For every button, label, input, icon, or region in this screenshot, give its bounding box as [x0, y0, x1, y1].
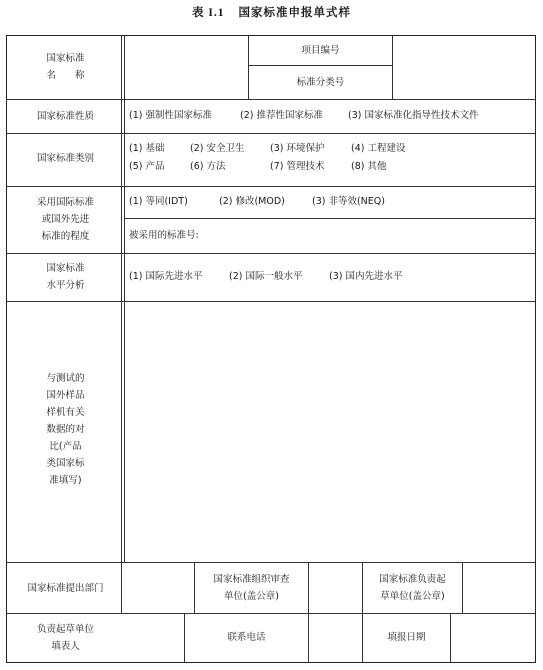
standard-nature-label: 国家标准性质: [36, 111, 94, 122]
standard-name-label: [7, 50, 124, 84]
comparison-data-field[interactable]: [125, 302, 535, 562]
phone-field[interactable]: [309, 614, 362, 662]
row-divider: [248, 65, 392, 66]
level-option-international-advanced[interactable]: (1) 国际先进水平: [129, 271, 203, 282]
row-divider: [7, 133, 535, 134]
category-option[interactable]: (6) 方法: [190, 161, 226, 172]
adoption-degree-label: [7, 194, 124, 245]
row-divider: [7, 99, 535, 100]
category-option[interactable]: (4) 工程建设: [351, 143, 406, 154]
label-line: 名 称: [46, 70, 85, 81]
label-line: 类国家标: [46, 458, 85, 469]
row-divider: [7, 562, 535, 563]
date-label: 填报日期: [387, 632, 426, 643]
drafting-unit-label: [363, 571, 462, 605]
adoption-option-neq[interactable]: (3) 非等效(NEQ): [312, 196, 385, 207]
level-option-domestic-advanced[interactable]: (3) 国内先进水平: [329, 271, 403, 282]
label-line: 国家标准负责起: [379, 574, 446, 585]
drafting-unit-field[interactable]: [463, 563, 535, 613]
table-number: 表 I.1: [192, 7, 225, 19]
row-divider: [7, 253, 535, 254]
category-option[interactable]: (5) 产品: [129, 161, 165, 172]
level-option-international-general[interactable]: (2) 国际一般水平: [229, 271, 303, 282]
review-unit-label: [195, 571, 308, 605]
nature-option-mandatory[interactable]: (1) 强制性国家标准: [129, 110, 212, 121]
label-line: 采用国际标准: [36, 197, 94, 208]
label-line: 负责起草单位: [36, 624, 94, 635]
proposer-department-field[interactable]: [122, 563, 194, 613]
adoption-option-idt[interactable]: (1) 等同(IDT): [129, 196, 188, 207]
level-analysis-label: [7, 260, 124, 294]
label-line: 样机有关: [46, 407, 85, 418]
category-option[interactable]: (8) 其他: [351, 161, 387, 172]
label-line: 国外样品: [46, 390, 85, 401]
classification-number-label: 标准分类号: [296, 77, 345, 88]
phone-label: 联系电话: [227, 632, 266, 643]
project-number-field[interactable]: [393, 36, 535, 65]
project-number-label: 项目编号: [301, 45, 340, 56]
table-title-line: [0, 4, 543, 20]
label-line: 单位(盖公章): [224, 591, 279, 602]
nature-option-guidance[interactable]: (3) 国家标准化指导性技术文件: [348, 110, 479, 121]
filler-label: [7, 621, 124, 655]
category-option[interactable]: (3) 环境保护: [270, 143, 325, 154]
category-option[interactable]: (1) 基础: [129, 143, 165, 154]
label-line: 国家标准组织审查: [213, 574, 290, 585]
label-line: 草单位(盖公章): [380, 591, 445, 602]
category-option[interactable]: (7) 管理技术: [270, 161, 325, 172]
standard-category-label: 国家标准类别: [36, 153, 94, 164]
label-line: 标准的程度: [41, 231, 90, 242]
table-title: 国家标准申报单式样: [238, 5, 351, 19]
date-field[interactable]: [451, 614, 535, 662]
label-line: 与测试的: [46, 373, 85, 384]
nature-option-recommended[interactable]: (2) 推荐性国家标准: [240, 110, 323, 121]
review-unit-field[interactable]: [309, 563, 362, 613]
filler-field[interactable]: [122, 614, 184, 662]
label-line: 填表人: [51, 641, 80, 652]
row-divider: [124, 218, 535, 219]
label-line: 数据的对: [46, 424, 85, 435]
application-form-table: [6, 35, 536, 663]
category-option[interactable]: (2) 安全卫生: [190, 143, 245, 154]
standard-name-field[interactable]: [125, 36, 247, 99]
label-line: 国家标准: [46, 53, 85, 64]
comparison-label: [7, 370, 124, 489]
adoption-option-mod[interactable]: (2) 修改(MOD): [219, 196, 285, 207]
classification-number-field[interactable]: [393, 66, 535, 99]
adopted-standard-number-label: 被采用的标准号:: [129, 230, 199, 241]
label-line: 比(产品: [49, 441, 82, 452]
label-line: 准填写): [49, 475, 82, 486]
label-line: 或国外先进: [41, 214, 90, 225]
row-divider: [7, 186, 535, 187]
proposer-department-label: 国家标准提出部门: [27, 583, 104, 594]
label-line: 国家标准: [46, 263, 85, 274]
label-line: 水平分析: [46, 280, 85, 291]
